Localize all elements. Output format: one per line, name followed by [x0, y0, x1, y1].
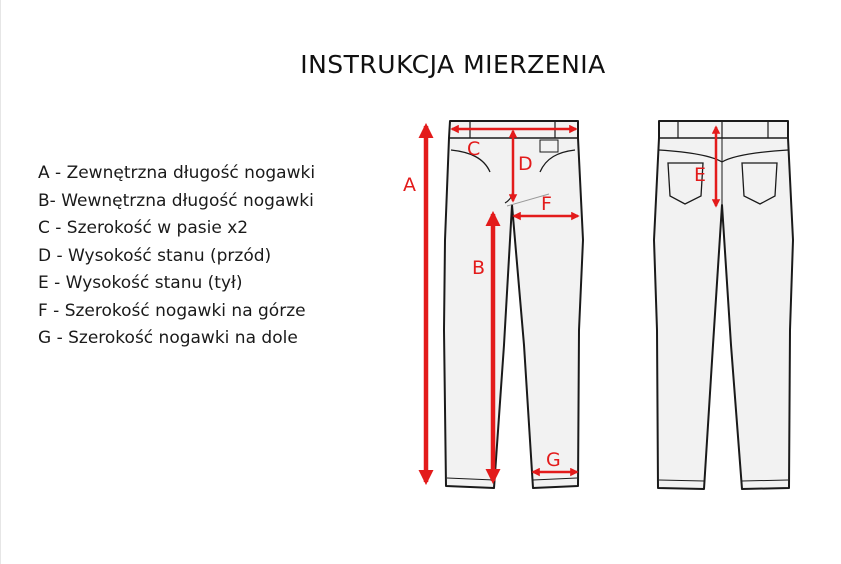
legend-item-a: A - Zewnętrzna długość nogawki: [38, 163, 316, 183]
marker-f: F: [541, 193, 552, 215]
marker-a: A: [403, 174, 416, 196]
trousers-back-outline: [654, 121, 793, 489]
marker-g: G: [546, 449, 561, 471]
trousers-back: [654, 121, 793, 489]
legend-item-f: F - Szerokość nogawki na górze: [38, 300, 306, 321]
marker-d: D: [518, 153, 533, 175]
legend-item-g: G - Szerokość nogawki na dole: [38, 328, 298, 348]
page-title: INSTRUKCJA MIERZENIA: [300, 50, 606, 79]
marker-c: C: [467, 138, 481, 160]
legend-item-b: B- Wewnętrzna długość nogawki: [38, 190, 314, 211]
marker-b: B: [472, 257, 486, 279]
legend-item-c: C - Szerokość w pasie x2: [38, 218, 249, 238]
marker-e: E: [694, 164, 707, 186]
back-hem-stitching: [659, 480, 788, 481]
legend-item-e: E - Wysokość stanu (tył): [38, 273, 243, 293]
legend-item-d: D - Wysokość stanu (przód): [38, 245, 272, 266]
